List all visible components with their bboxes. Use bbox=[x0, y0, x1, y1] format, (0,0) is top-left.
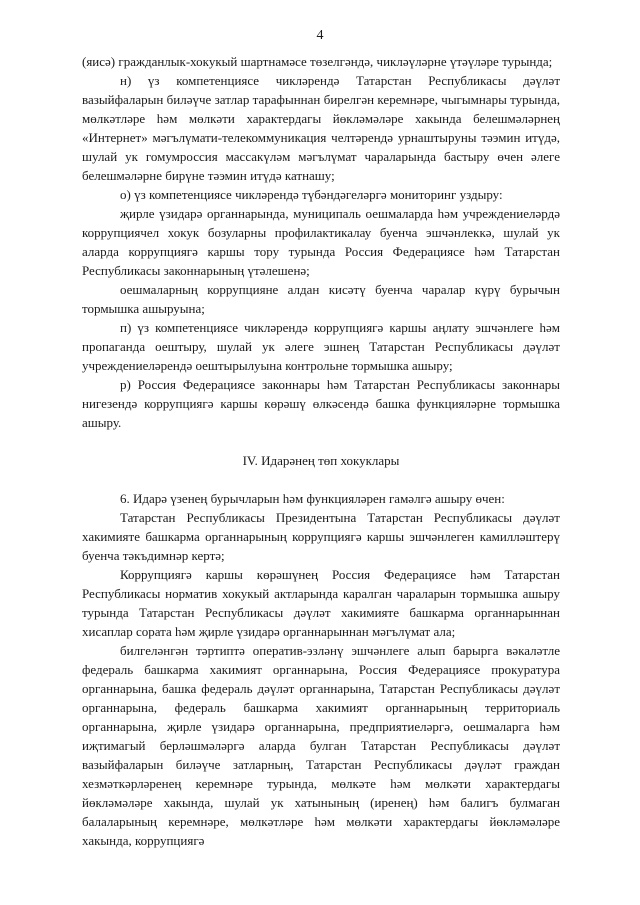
paragraph-item-p: п) үз компетенциясе чикләрендә коррупциягә каршы аңлату эшчәнлеге һәм пропаганда оештыру, шулай ук әлеге эшнең Татарстан Республикасы дәүләт учреждениеләрендә оештырылуына контрольне тормышка ашыру; bbox=[82, 320, 560, 373]
paragraph-subitem-organizations: оешмаларның коррупцияне алдан кисәтү буенча чаралар күрү бурычын тормышка ашыруына; bbox=[82, 282, 560, 316]
paragraph-item-r: р) Россия Федерациясе законнары һәм Татарстан Республикасы законнары нигезендә коррупциягә каршы көрәшү өлкәсендә башка функцияләрне тормышка ашыру. bbox=[82, 377, 560, 430]
document-body bbox=[82, 52, 560, 850]
paragraph-right-reports: Коррупциягә каршы көрәшүнең Россия Федерациясе һәм Татарстан Республикасы норматив хокукый актларында каралган чараларын тормышка ашыру турында Татарстан Республикасы дәүләт хакимияте башкарма органнарыннан хисаплар сората һәм җирле үзидарә органнарыннан мәгълүмат ала; bbox=[82, 567, 560, 639]
page-number: 4 bbox=[316, 28, 324, 43]
paragraph-item-n: н) үз компетенциясе чикләрендә Татарстан Республикасы дәүләт вазыйфаларын биләүче затлар тарафыннан бирелгән керемнәре, чыгымнары турында, мөлкәтләре һәм мөлкәти характердагы йөкләмәләре хакында белешмәләрнең «Интернет» мәгълүмати-телекоммуникация челтәрендә урнаштыруны тәэмин итүдә, шулай ук гомумроссия массакүләм мәгълүмат чараларында бастыру өчен әлеге белешмәләрне бирүне тәэмин итүдә катнашу; bbox=[82, 73, 560, 183]
paragraph-clause-6: 6. Идарә үзенең бурычларын һәм функцияләрен гамәлгә ашыру өчен: bbox=[120, 491, 505, 506]
paragraph-subitem-local-government: җирле үзидарә органнарында, муниципаль оешмаларда һәм учреждениеләрдә коррупциячел хокук бозуларны профилактикалау буенча эшчәнлеккә, шулай ук аларда коррупциягә каршы тору турында Россия Федерациясе һәм Татарстан Республикасы законнарының үтәлешенә; bbox=[82, 206, 560, 278]
paragraph-item-o: о) үз компетенциясе чикләрендә түбәндәгеләргә мониторинг уздыру: bbox=[120, 187, 503, 202]
section-heading: IV. Идарәнең төп хокуклары bbox=[242, 453, 400, 468]
paragraph-right-proposals: Татарстан Республикасы Президентына Татарстан Республикасы дәүләт хакимияте башкарма органнарының коррупциягә каршы эшчәнлеген камилләштерү буенча тәкъдимнәр кертә; bbox=[82, 510, 560, 563]
paragraph-right-requests: билгеләнгән тәртиптә оператив-эзләнү эшчәнлеге алып барырга вәкаләтле федераль башкарма хакимият органнарына, Россия Федерациясе прокуратура органнарына, башка федераль дәүләт органнарына, Татарстан Республикасы дәүләт органнарына, федераль башкарма хакимият органнарының территориаль органнарына, җирле үзидарә органнарына, предприятиеләргә, оешмаларга һәм иҗтимагый берләшмәләргә аларда булган Татарстан Республикасы дәүләт вазыйфаларын биләүче затларның, Татарстан Республикасы дәүләт граждан хезмәткәрләренең керемнәре турында, мөлкәте һәм мөлкәти характердагы йөкләмәләре хакында, шулай ук хатынының (иренең) һәм балигъ булмаган балаларының керемнәре, мөлкәтләре һәм мөлкәти характердагы йөкләмәләре хакында, коррупциягә bbox=[82, 643, 560, 848]
paragraph-continuation: (яисә) гражданлык-хокукый шартнамәсе төзелгәндә, чикләүләрне үтәүләре турында; bbox=[82, 54, 553, 69]
